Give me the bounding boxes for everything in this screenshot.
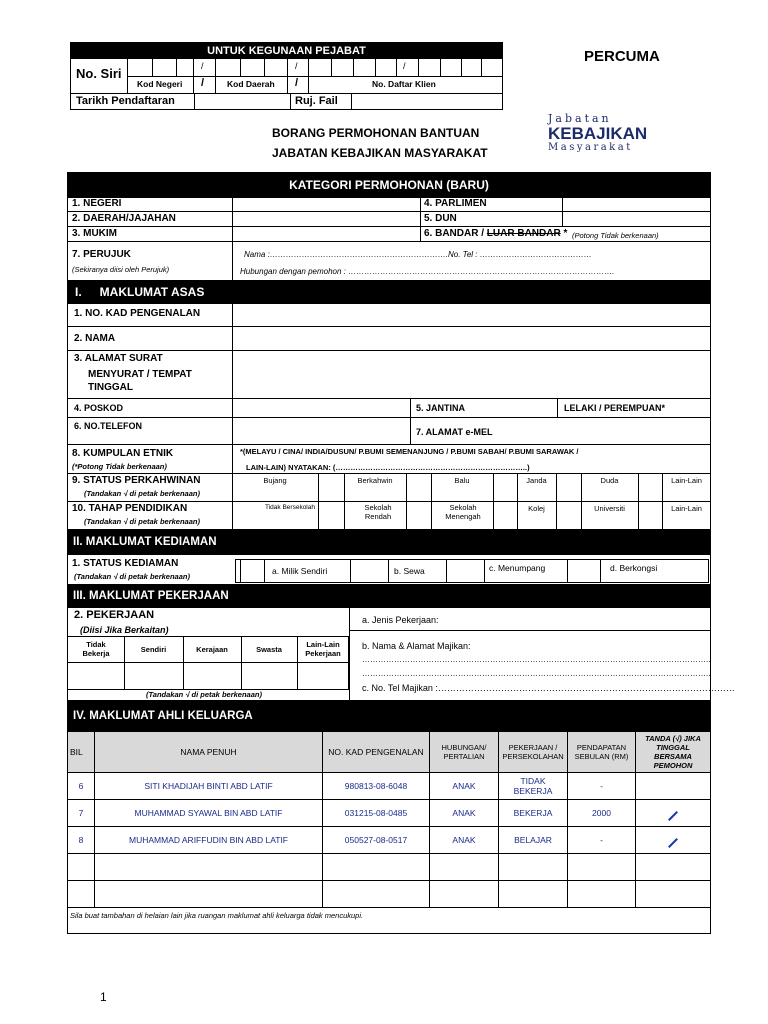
pend-tidak-bersekolah: Tidak Bersekolah — [265, 504, 315, 511]
table-row — [68, 881, 711, 908]
percuma-label: PERCUMA — [584, 48, 660, 65]
pekerjaan-label: 2. PEKERJAAN — [74, 609, 155, 621]
pend-sekolah-menengah: Sekolah Menengah — [445, 503, 481, 521]
pend-kolej: Kolej — [528, 504, 545, 513]
majikan-dots-1: ………………………………………………………………………………………………………………….. — [362, 655, 711, 664]
bandar-label: 6. BANDAR / LUAR BANDAR * — [424, 228, 568, 239]
status-berkahwin: Berkahwin — [357, 476, 393, 485]
kod-negeri-label: Kod Negeri — [137, 79, 183, 89]
status-lain-lain: Lain-Lain — [671, 476, 702, 485]
table-row: 7 MUHAMMAD SYAWAL BIN ABD LATIF 031215-08-0485 ANAK BEKERJA 2000 — [68, 800, 711, 827]
section-2-header: II. MAKLUMAT KEDIAMAN — [67, 530, 711, 554]
col-ic: NO. KAD PENGENALAN — [323, 732, 430, 773]
pend-sekolah-rendah: Sekolah Rendah — [364, 503, 392, 521]
pendidikan-label: 10. TAHAP PENDIDIKAN — [72, 503, 188, 514]
checkmark-icon — [668, 811, 678, 821]
status-kediaman-label: 1. STATUS KEDIAMAN — [72, 558, 179, 569]
alamat-label-3: TINGGAL — [88, 382, 133, 393]
table-row — [68, 854, 711, 881]
ruj-fail-label: Ruj. Fail — [295, 95, 338, 107]
tarikh-pendaftaran-label: Tarikh Pendaftaran — [76, 95, 175, 107]
parlimen-label: 4. PARLIMEN — [424, 198, 487, 209]
nama-majikan-label: b. Nama & Alamat Majikan: — [362, 641, 471, 651]
col-bil: BIL — [68, 732, 95, 773]
email-label: 7. ALAMAT e-MEL — [416, 427, 493, 437]
kediaman-berkongsi: d. Berkongsi — [610, 563, 658, 573]
alamat-label-2: MENYURAT / TEMPAT — [88, 369, 192, 380]
status-perkahwinan-label: 9. STATUS PERKAHWINAN — [72, 475, 201, 486]
pekerjaan-sendiri: Sendiri — [140, 645, 167, 654]
daerah-label: 2. DAERAH/JAJAHAN — [72, 213, 176, 224]
negeri-label: 1. NEGERI — [72, 198, 122, 209]
status-janda: Janda — [526, 476, 547, 485]
col-tinggal: TANDA (√) JIKA TINGGAL BERSAMA PEMOHON — [636, 732, 711, 773]
poskod-label: 4. POSKOD — [74, 403, 124, 413]
form-title-line2: JABATAN KEBAJIKAN MASYARAKAT — [272, 146, 488, 160]
col-pekerjaan: PEKERJAAN / PERSEKOLAHAN — [499, 732, 568, 773]
kategori-header: KATEGORI PERMOHONAN (BARU) — [67, 172, 711, 197]
family-table — [67, 731, 711, 934]
table-row: 8 MUHAMMAD ARIFFUDIN BIN ABD LATIF 050527-08-0517 ANAK BELAJAR - — [68, 827, 711, 854]
status-balu: Balu — [454, 476, 470, 485]
jantina-label: 5. JANTINA — [416, 403, 466, 413]
alamat-label-1: 3. ALAMAT SURAT — [74, 353, 163, 364]
section-4-header: IV. MAKLUMAT AHLI KELUARGA — [67, 701, 711, 731]
perujuk-hubungan-line: Hubungan dengan pemohon : ………………………………………………………………………………………. — [240, 267, 615, 276]
kediaman-menumpang: c. Menumpang — [489, 563, 546, 573]
pend-lain-lain: Lain-Lain — [671, 504, 702, 513]
kediaman-sewa: b. Sewa — [394, 566, 425, 576]
kediaman-milik-sendiri: a. Milik Sendiri — [272, 566, 328, 576]
jenis-pekerjaan-label: a. Jenis Pekerjaan: — [362, 615, 439, 625]
telefon-label: 6. NO.TELEFON — [74, 421, 143, 431]
col-nama: NAMA PENUH — [95, 732, 323, 773]
no-kad-label: 1. NO. KAD PENGENALAN — [74, 308, 201, 319]
section-3-header: III. MAKLUMAT PEKERJAAN — [67, 585, 711, 607]
mukim-label: 3. MUKIM — [72, 228, 117, 239]
status-duda: Duda — [600, 476, 619, 485]
etnik-options: *(MELAYU / CINA/ INDIA/DUSUN/ P.BUMI SEMENANJUNG / P.BUMI SABAH/ P.BUMI SARAWAK / — [240, 447, 579, 456]
form-title-line1: BORANG PERMOHONAN BANTUAN — [272, 126, 480, 140]
pekerjaan-tidak-bekerja: Tidak Bekerja — [82, 640, 110, 658]
pekerjaan-swasta: Swasta — [256, 645, 282, 654]
pend-universiti: Universiti — [594, 504, 625, 513]
majikan-dots-2: ………………………………………………………………………………………………………………….. — [362, 669, 711, 678]
pekerjaan-lain-lain: Lain-Lain Pekerjaan — [305, 640, 341, 658]
section-1-header: I. MAKLUMAT ASAS — [67, 281, 711, 303]
jkm-logo: Jabatan KEBAJIKAN Masyarakat — [548, 112, 648, 153]
col-hubungan: HUBUNGAN/ PERTALIAN — [430, 732, 499, 773]
pekerjaan-kerajaan: Kerajaan — [196, 645, 228, 654]
status-bujang: Bujang — [263, 476, 287, 485]
family-table-note: Sila buat tambahan di helaian lain jika ruangan maklumat ahli keluarga tidak mencukupi. — [68, 908, 711, 934]
jantina-options: LELAKI / PEREMPUAN* — [564, 403, 666, 413]
perujuk-nama-line: Nama :………………………………………………………….No. Tel : …………………………………… — [244, 250, 592, 259]
tel-majikan-label: c. No. Tel Majikan :……………………………………………………………………………………… — [362, 683, 735, 693]
nama-label: 2. NAMA — [74, 333, 116, 344]
no-siri-label: No. Siri — [76, 66, 122, 81]
dun-label: 5. DUN — [424, 213, 457, 224]
perujuk-label: 7. PERUJUK — [72, 249, 131, 260]
col-pendapatan: PENDAPATAN SEBULAN (RM) — [568, 732, 636, 773]
no-daftar-klien-label: No. Daftar Klien — [372, 79, 436, 89]
checkmark-icon — [668, 838, 678, 848]
etnik-label: 8. KUMPULAN ETNIK — [72, 448, 174, 459]
page-number: 1 — [100, 990, 107, 1004]
kod-daerah-label: Kod Daerah — [227, 79, 275, 89]
office-use-header: UNTUK KEGUNAAN PEJABAT — [70, 42, 503, 59]
table-row: 6 SITI KHADIJAH BINTI ABD LATIF 980813-08-6048 ANAK TIDAK BEKERJA - — [68, 773, 711, 800]
etnik-options-2: LAIN-LAIN) NYATAKAN: (…………………………………………………………………..) — [246, 463, 530, 472]
